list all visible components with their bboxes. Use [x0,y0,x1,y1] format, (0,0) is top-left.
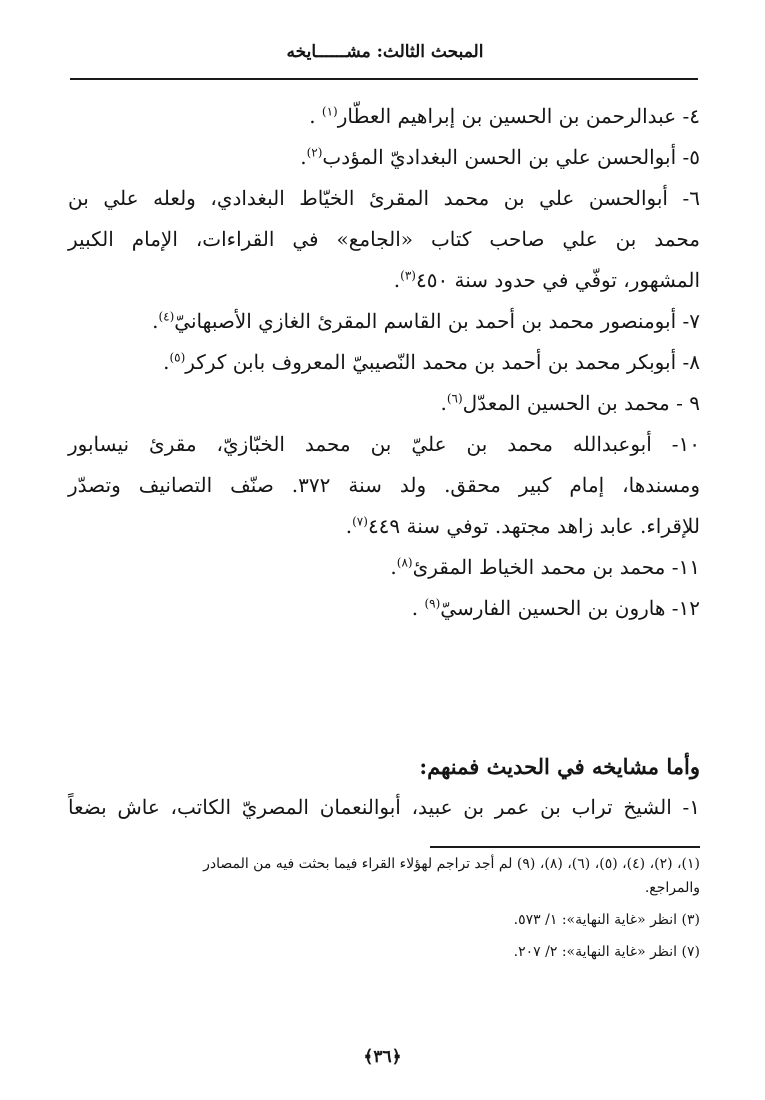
entry-10-line-1: ١٠- أبوعبدالله محمد بن عليّ بن محمد الخبّازيّ، مقرئ نيسابور [68,432,700,456]
entry-6-line-2: محمد بن علي صاحب كتاب «الجامع» في القراءات، الإمام الكبير [68,227,700,251]
entry-10-line-3: للإقراء. عابد زاهد مجتهد. توفي سنة ٤٤٩$^{(٧)}$. [345,514,700,538]
footnote-ref-2[interactable]: (٢) [306,145,323,160]
footnote-7: (٧) انظر «غاية النهاية»: ٢/ ٢٠٧. [513,944,700,960]
footnote-ref-8[interactable]: (٨) [396,555,413,570]
footnote-ref-3[interactable]: (٣) [400,268,416,283]
entry-9: ٩ - محمد بن الحسين المعدّل$^{(٦)}$. [440,391,700,415]
entry-5: ٥- أبوالحسن علي بن الحسن البغداديّ المؤدب$^{(٢)}$. [300,145,700,169]
footnote-ref-6[interactable]: (٦) [446,391,463,406]
entry-7: ٧- أبومنصور محمد بن أحمد بن القاسم المقرئ الغازي الأصبهانيّ$^{(٤)}$. [152,309,700,333]
entry-10-line-2: ومسندها، إمام كبير محقق. ولد سنة ٣٧٢. صنّف التصانيف وتصدّر [68,473,700,497]
footnote-1-continued: والمراجع. [644,880,700,896]
footnote-rule [430,846,700,848]
entry-8: ٨- أبوبكر محمد بن أحمد بن محمد النّصيبيّ المعروف بابن كركر$^{(٥)}$. [163,350,700,374]
running-header: المبحث الثالث: مشــــــايخه [286,42,484,62]
entry-11: ١١- محمد بن محمد الخياط المقرئ$^{(٨)}$. [390,555,700,579]
footnote-3: (٣) انظر «غاية النهاية»: ١/ ٥٧٣. [513,912,700,928]
entry-6-line-1: ٦- أبوالحسن علي بن محمد المقرئ الخيّاط البغدادي، ولعله علي بن [68,186,700,210]
section-heading: وأما مشايخه في الحديث فمنهم: [419,754,700,779]
entry-12: ١٢- هارون بن الحسين الفارسيّ$^{(٩)}$ . [411,596,700,620]
footnote-ref-9[interactable]: (٩) [424,596,441,611]
page-number: ﴿٣٦﴾ [363,1047,402,1067]
entry-4: ٤- عبدالرحمن بن الحسين بن إبراهيم العطّار$^{(١)}$ . [309,104,700,128]
footnotes [90,852,700,964]
footnote-ref-5[interactable]: (٥) [169,350,186,365]
section-first-line: ١- الشيخ تراب بن عمر بن عبيد، أبوالنعمان المصريّ الكاتب، عاش بضعاً [68,795,700,819]
footnote-1: (١)، (٢)، (٤)، (٥)، (٦)، (٨)، (٩) لم أجد تراجم لهؤلاء القراء فيما بحثت فيه من المصادر [203,856,700,872]
body-text [68,96,700,629]
footnote-ref-1[interactable]: (١) [321,104,338,119]
entry-6-line-3: المشهور، توفّي في حدود سنة ٤٥٠$^{(٣)}$. [393,268,700,292]
footnote-ref-4[interactable]: (٤) [158,309,175,324]
header-rule [70,78,698,80]
footnote-ref-7[interactable]: (٧) [352,514,368,529]
